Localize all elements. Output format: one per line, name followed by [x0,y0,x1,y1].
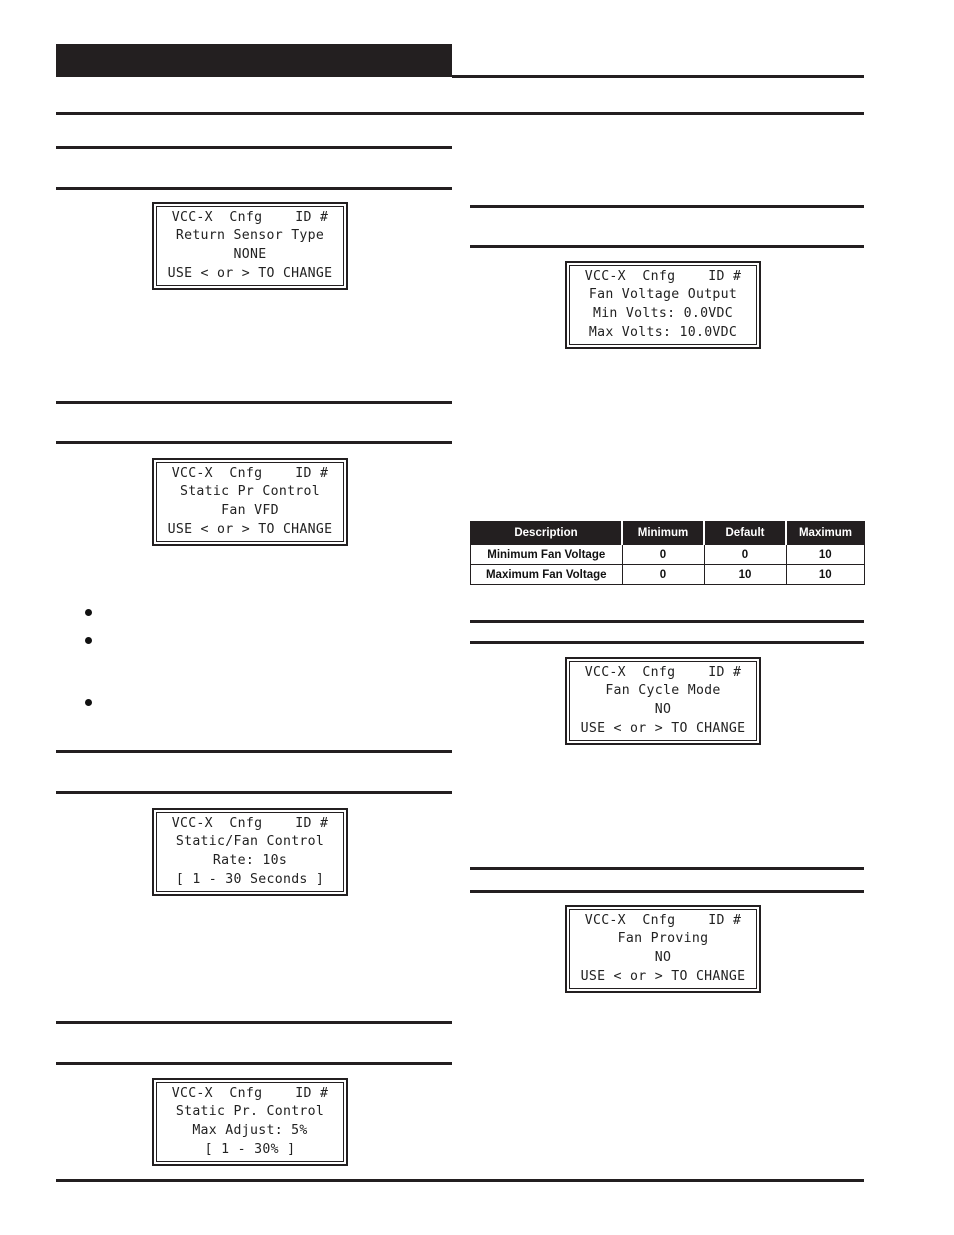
lcd-screen-static-pr-control [152,458,348,546]
table-cell: 10 [786,565,865,585]
table-cell: 0 [622,565,704,585]
lcd-line: VCC-X Cnfg ID # [171,1085,329,1101]
lcd-screen-fan-voltage-output [565,261,761,349]
lcd-line: USE < or > TO CHANGE [167,521,333,537]
lcd-line: Max Volts: 10.0VDC [588,324,738,340]
section-rule [470,890,864,893]
section-rule [56,441,452,444]
lcd-line: Fan Voltage Output [588,287,738,303]
table-cell: 10 [786,545,865,565]
section-rule [470,867,864,870]
table-header-cell: Description [471,522,623,545]
lcd-line: Static Pr Control [179,484,321,500]
section-rule [56,187,452,190]
fan-voltage-table [470,521,865,585]
section-rule [56,1021,452,1024]
lcd-line: Fan VFD [221,503,279,518]
lcd-screen-static-fan-control-rate [152,808,348,896]
section-rule [56,401,452,404]
bullet [85,609,92,616]
header-rule [452,75,864,78]
section-rule [470,620,864,623]
section-rule [470,641,864,644]
bottom-rule [56,1179,864,1182]
table-cell: 10 [704,565,786,585]
lcd-screen-static-pr-max-adjust [152,1078,348,1166]
table-header-cell: Default [704,522,786,545]
section-rule [56,750,452,753]
lcd-line: USE < or > TO CHANGE [580,968,746,984]
lcd-line: Static/Fan Control [175,834,325,850]
bullet [85,637,92,644]
lcd-line: Max Adjust: 5% [192,1123,308,1138]
section-rule [56,1062,452,1065]
lcd-screen-fan-cycle-mode [565,657,761,745]
section-rule [470,205,864,208]
lcd-line: Fan Proving [617,931,709,947]
header-bar [56,44,452,77]
lcd-line: VCC-X Cnfg ID # [171,465,329,481]
lcd-line: USE < or > TO CHANGE [167,265,333,281]
table-header-cell: Maximum [786,522,865,545]
lcd-line: VCC-X Cnfg ID # [584,268,742,284]
section-rule [470,245,864,248]
lcd-line: Fan Cycle Mode [605,683,721,699]
lcd-line: VCC-X Cnfg ID # [584,912,742,928]
lcd-line: VCC-X Cnfg ID # [171,209,329,225]
table-row [471,565,865,585]
table-cell: Maximum Fan Voltage [471,565,623,585]
lcd-line: NO [654,702,672,717]
lcd-line: Rate: 10s [212,853,288,868]
lcd-line: [ 1 - 30 Seconds ] [175,871,325,887]
lcd-screen-fan-proving [565,905,761,993]
lcd-line: USE < or > TO CHANGE [580,720,746,736]
lcd-line: Min Volts: 0.0VDC [592,306,734,321]
lcd-line: VCC-X Cnfg ID # [584,664,742,680]
lcd-line: Static Pr. Control [175,1104,325,1120]
table-header-row [471,522,865,545]
lcd-screen-return-sensor-type [152,202,348,290]
bullet [85,699,92,706]
section-rule [56,146,452,149]
lcd-line: NO [654,950,672,965]
lcd-line: VCC-X Cnfg ID # [171,815,329,831]
table-cell: 0 [622,545,704,565]
table-cell: Minimum Fan Voltage [471,545,623,565]
table-row [471,545,865,565]
lcd-line: Return Sensor Type [175,228,325,244]
table-cell: 0 [704,545,786,565]
top-rule [56,112,864,115]
lcd-line: [ 1 - 30% ] [204,1141,296,1157]
table-header-cell: Minimum [622,522,704,545]
section-rule [56,791,452,794]
lcd-line: NONE [233,247,267,262]
